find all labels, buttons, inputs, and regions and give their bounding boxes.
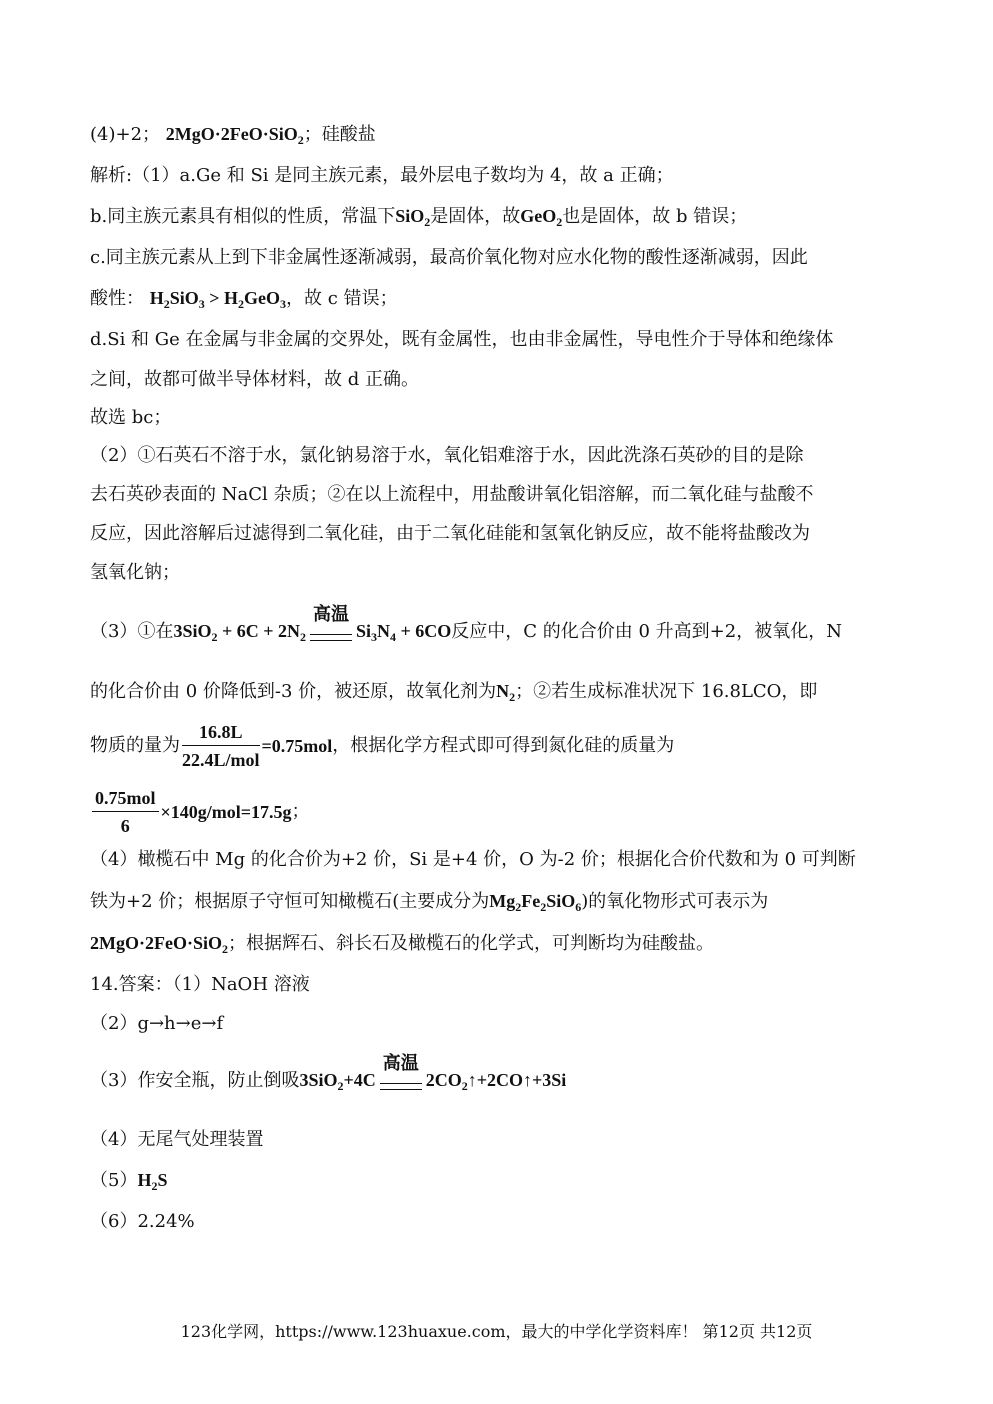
- line-10: 去石英砂表面的 NaCl 杂质；②在以上流程中，用盐酸讲氧化铝溶解，而二氧化硅与盐酸不: [90, 484, 814, 505]
- formula-geo2: GeO$_2$: [520, 206, 563, 229]
- line-20: 14.答案：（1）NaOH 溶液: [90, 974, 310, 995]
- line-24: $(5)H_2S$: [90, 1170, 168, 1193]
- line-14: 的化合价由 0 价降低到-3 价，被还原，故氧化剂为$N_2$；②若生成标准状况下 16.8LCO，即: [90, 681, 818, 704]
- line-4: c.同主族元素从上到下非金属性逐渐减弱，最高价氧化物对应水化物的酸性逐渐减弱，因此: [90, 247, 808, 268]
- line-8: 故选 bc；: [90, 407, 172, 428]
- formula-sio2: SiO$_2$: [395, 206, 431, 229]
- line-23: （4）无尾气处理装置: [90, 1129, 264, 1150]
- formula-n2: $N_2$: [496, 681, 516, 704]
- line-6: d.Si 和 Ge 在金属与非金属的交界处，既有金属性，也由非金属性，导电性介于导体和绝缘体: [90, 329, 834, 350]
- formula-olivine-oxide-2: 2MgO·2FeO·SiO$_2$: [90, 933, 228, 956]
- line-9: （2）①石英石不溶于水，氯化钠易溶于水，氧化铝难溶于水，因此洗涤石英砂的目的是除: [90, 445, 804, 466]
- line-7: 之间，故都可做半导体材料，故 d 正确。: [90, 369, 419, 390]
- line-17: （4）橄榄石中 Mg 的化合价为+2 价，Si 是+4 价，O 为-2 价；根据化合价代数和为 0 可判断: [90, 849, 856, 870]
- line-25: （6）2.24%: [90, 1211, 195, 1232]
- line-11: 反应，因此溶解后过滤得到二氧化硅，由于二氧化硅能和氢氧化钠反应，故不能将盐酸改为: [90, 523, 810, 544]
- formula-h2s: $H_2S$: [137, 1170, 168, 1193]
- line-22-equation: （3）作安全瓶，防止倒吸3SiO$_2$+4C 高温 $2CO_2↑+2CO↑+3Si$: [90, 1068, 566, 1098]
- line-12: 氢氧化钠；: [90, 562, 180, 583]
- formula-olivine: $Mg_2Fe_2SiO_6$: [489, 891, 582, 914]
- page-footer: 123化学网，https://www.123huaxue.com，最大的中学化学资料库！ 第12页 共12页: [180, 1322, 813, 1341]
- reaction-condition-arrow: 高温: [308, 625, 354, 649]
- line-1: (4)+2； 2MgO·2FeO·SiO$_2$；硅酸盐: [90, 124, 376, 147]
- reaction2-products: $2CO_2↑+2CO↑+3Si$: [425, 1070, 567, 1093]
- line-21: （2）g→h→e→f: [90, 1013, 224, 1034]
- line-19: 2MgO·2FeO·SiO$_2$；根据辉石、斜长石及橄榄石的化学式，可判断均为硅酸盐。: [90, 933, 714, 956]
- line-2: 解析:（1）a.Ge 和 Si 是同主族元素，最外层电子数均为 4，故 a 正确；: [90, 165, 674, 186]
- reaction2-condition-arrow: 高温: [378, 1074, 424, 1098]
- line-3: b.同主族元素具有相似的性质，常温下SiO$_2$是固体，故GeO$_2$也是固体，故 b 错误；: [90, 206, 748, 229]
- line-18: 铁为+2 价；根据原子守恒可知橄榄石(主要成分为$Mg_2Fe_2SiO_6$)的氧化物形式可表示为: [90, 891, 769, 914]
- line-15: 物质的量为 $\frac{16.8L}{\text{22.4L/mol}}$ =0.75mol，根据化学方程式即可得到氮化硅的质量为: [90, 722, 675, 770]
- fraction-mol-six: $\frac{\text{0.75mol}}{6}$: [92, 786, 159, 838]
- line-16: $\frac{\text{0.75mol}}{6}$ ×140g/mol=17.5g；: [90, 786, 310, 838]
- reaction2-reactants: 3SiO$_2$+4C: [299, 1070, 376, 1093]
- formula-olivine-oxide: 2MgO·2FeO·SiO$_2$: [165, 124, 304, 147]
- line-13-equation: （3）①在$3SiO_2 + 6C + 2N_2$ 高温 $Si_3N_4 + 6CO$反应中，C 的化合价由 0 升高到+2，被氧化，N: [90, 619, 842, 649]
- formula-acid-compare: $H_2SiO_3 > H_2GeO_3$: [149, 288, 287, 311]
- reaction-reactants: $3SiO_2 + 6C + 2N_2$: [173, 621, 306, 644]
- line-5: 酸性： $H_2SiO_3 > H_2GeO_3$，故 c 错误；: [90, 288, 398, 311]
- reaction-products: $Si_3N_4 + 6CO$: [355, 621, 452, 644]
- fraction-volume-molar: $\frac{16.8L}{\text{22.4L/mol}}$: [182, 722, 260, 770]
